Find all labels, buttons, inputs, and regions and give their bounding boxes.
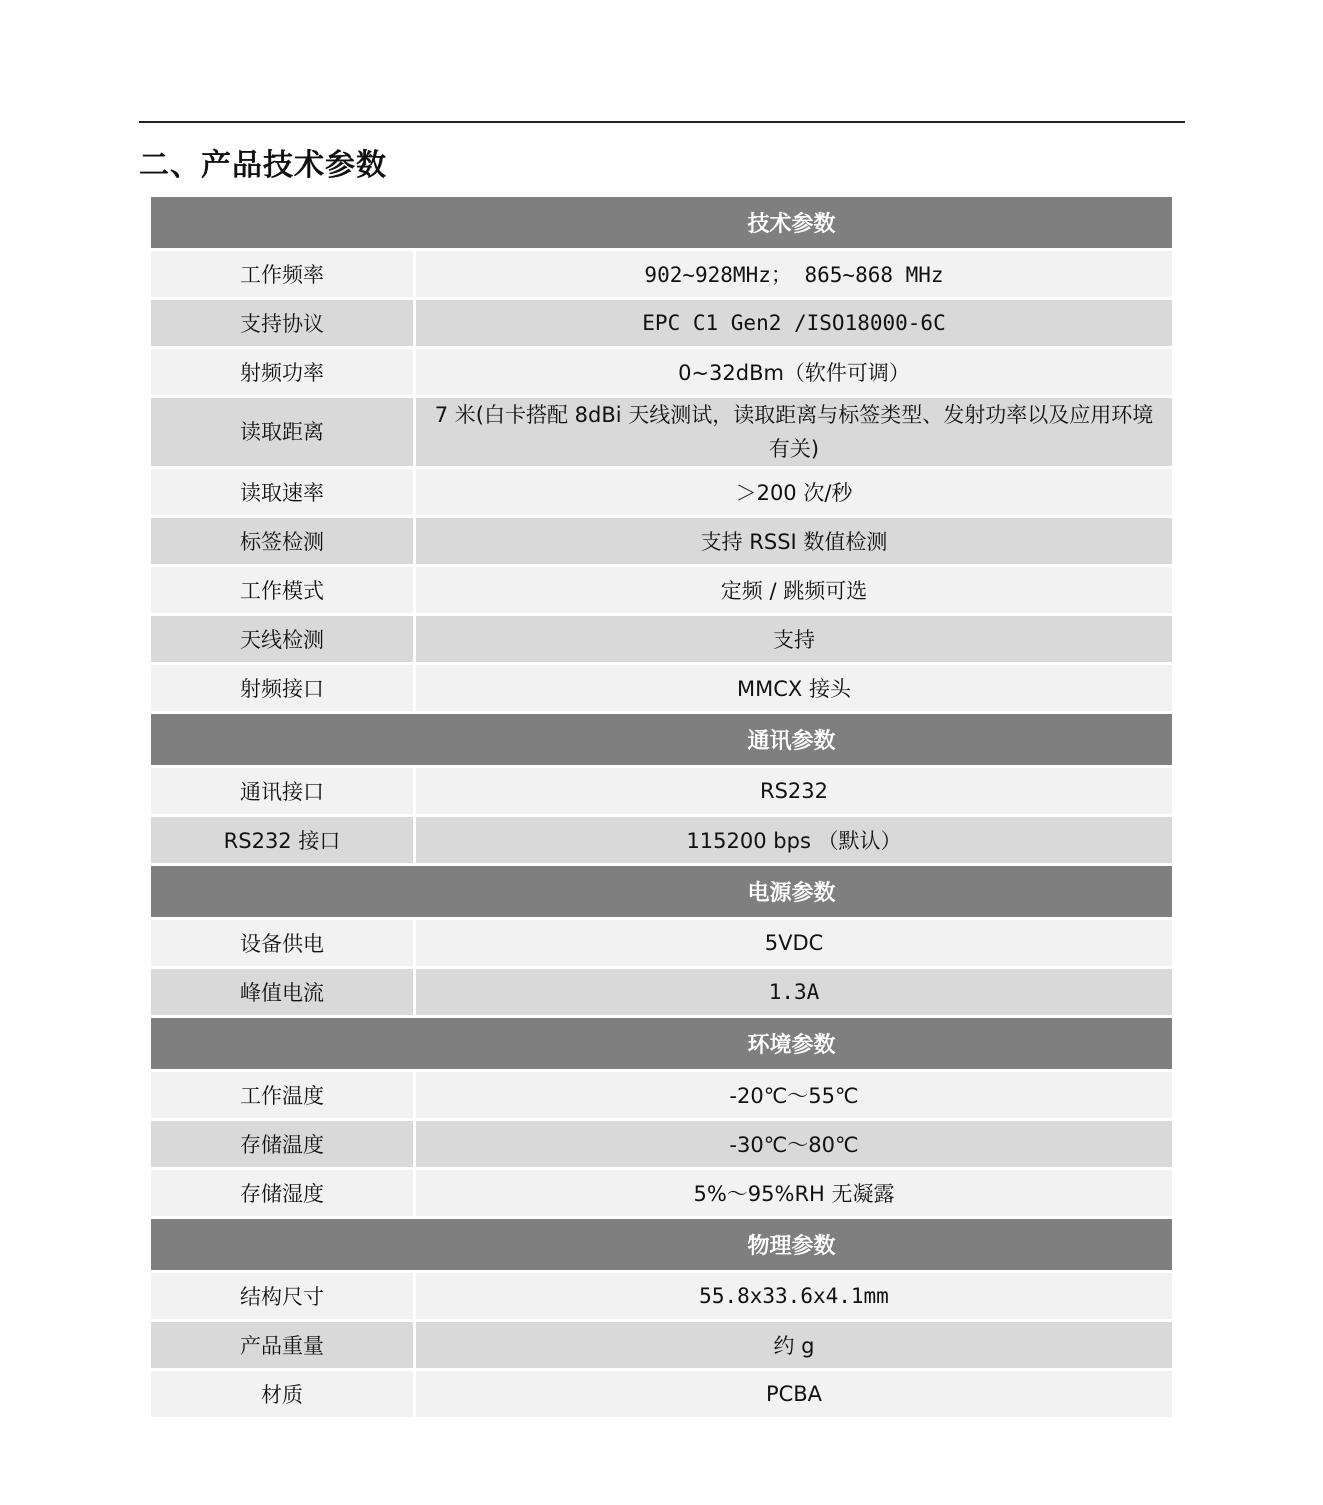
table-row [151,817,1172,866]
table-row [151,349,1172,398]
row-value: 定频 / 跳频可选 [416,567,1172,616]
table-row [151,1322,1172,1371]
row-label: 存储温度 [151,1121,416,1170]
section-title: 物理参数 [151,1219,1172,1273]
row-label: 峰值电流 [151,969,416,1018]
table-row [151,616,1172,665]
table-row [151,920,1172,969]
row-value: 约 g [416,1322,1172,1371]
row-value: RS232 [416,768,1172,817]
row-value: 7 米(白卡搭配 8dBi 天线测试，读取距离与标签类型、发射功率以及应用环境有关) [416,398,1172,469]
table-row [151,469,1172,518]
section-header-power [151,866,1172,920]
row-label: 结构尺寸 [151,1273,416,1322]
row-value: PCBA [416,1371,1172,1420]
row-value: 0~32dBm（软件可调） [416,349,1172,398]
page-title: 二、产品技术参数 [139,148,387,183]
row-label: 标签检测 [151,518,416,567]
table-row [151,398,1172,469]
spec-table [151,197,1172,1420]
row-label: 材质 [151,1371,416,1420]
row-value: 55.8x33.6x4.1mm [416,1273,1172,1322]
section-title: 环境参数 [151,1018,1172,1072]
table-row [151,1273,1172,1322]
row-label: 通讯接口 [151,768,416,817]
row-label: 产品重量 [151,1322,416,1371]
section-header-tech [151,197,1172,251]
section-title: 技术参数 [151,197,1172,251]
section-header-comm [151,714,1172,768]
section-header-physical [151,1219,1172,1273]
row-value: 1.3A [416,969,1172,1018]
row-value: EPC C1 Gen2 /ISO18000-6C [416,300,1172,349]
row-label: 设备供电 [151,920,416,969]
row-value: 支持 [416,616,1172,665]
table-row [151,251,1172,300]
row-label: 工作频率 [151,251,416,300]
row-value: 支持 RSSI 数值检测 [416,518,1172,567]
table-row [151,300,1172,349]
row-value: 115200 bps （默认） [416,817,1172,866]
row-value: -20℃～55℃ [416,1072,1172,1121]
table-row [151,665,1172,714]
row-label: RS232 接口 [151,817,416,866]
table-row [151,1072,1172,1121]
row-value: 902~928MHz； 865~868 MHz [416,251,1172,300]
table-row [151,518,1172,567]
table-row [151,969,1172,1018]
row-value: MMCX 接头 [416,665,1172,714]
row-label: 存储湿度 [151,1170,416,1219]
row-label: 天线检测 [151,616,416,665]
row-label: 射频接口 [151,665,416,714]
table-row [151,1170,1172,1219]
table-row [151,567,1172,616]
row-value: 5%～95%RH 无凝露 [416,1170,1172,1219]
table-row [151,1371,1172,1420]
table-row [151,768,1172,817]
row-label: 工作温度 [151,1072,416,1121]
row-label: 工作模式 [151,567,416,616]
row-value: -30℃～80℃ [416,1121,1172,1170]
section-title: 通讯参数 [151,714,1172,768]
row-label: 读取速率 [151,469,416,518]
row-label: 读取距离 [151,398,416,469]
row-value: 5VDC [416,920,1172,969]
section-title: 电源参数 [151,866,1172,920]
row-value: ＞200 次/秒 [416,469,1172,518]
top-rule [139,121,1185,123]
row-label: 支持协议 [151,300,416,349]
table-row [151,1121,1172,1170]
row-label: 射频功率 [151,349,416,398]
section-header-env [151,1018,1172,1072]
